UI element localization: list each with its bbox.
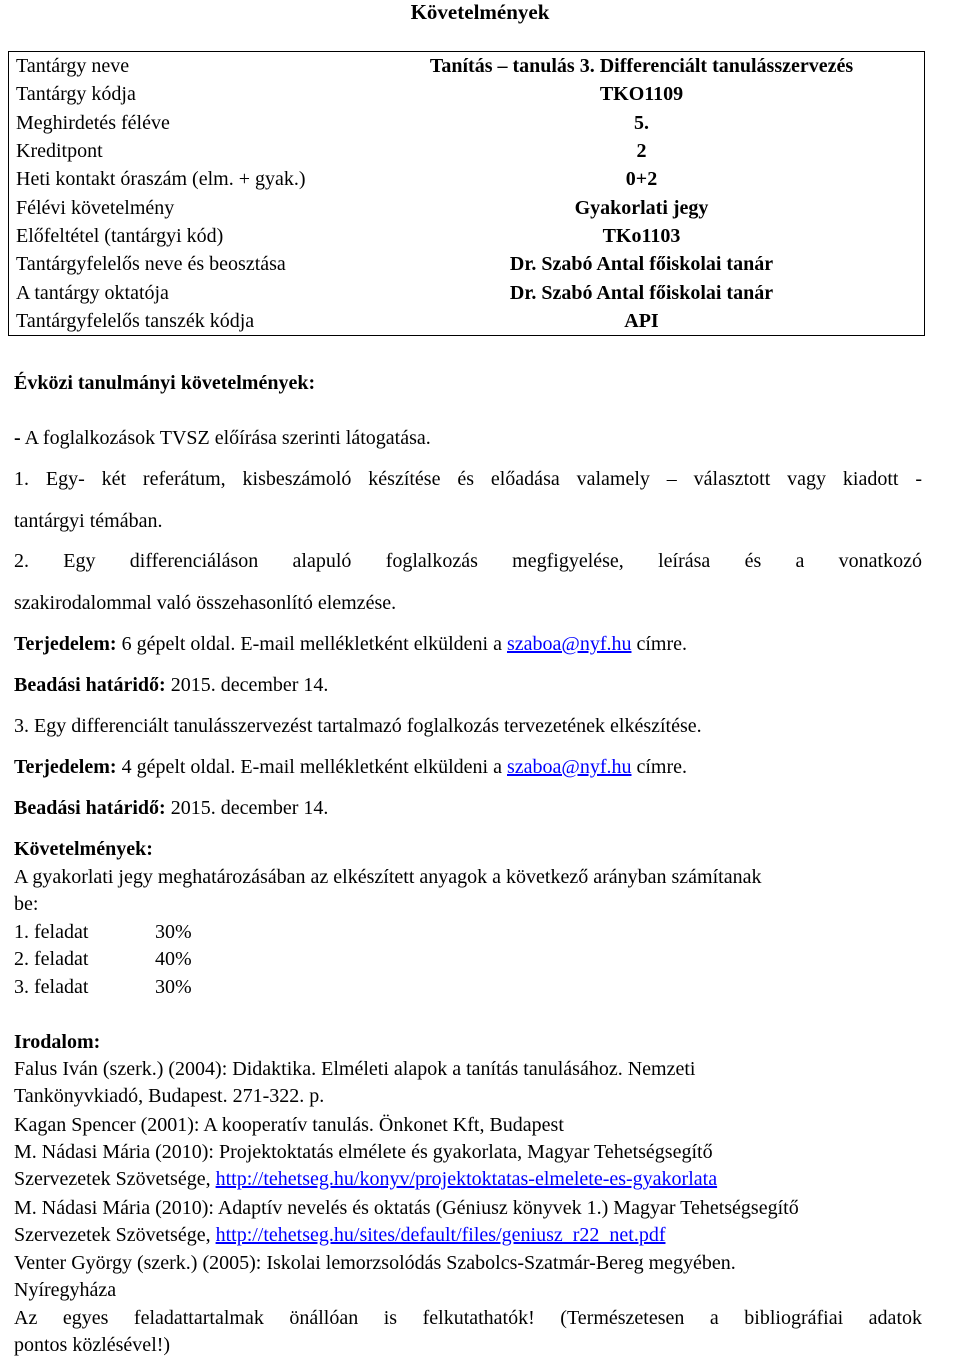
ref3-line2 (14, 1166, 717, 1192)
cimre-text: címre. (631, 633, 688, 655)
grade-task: 2. feladat (14, 948, 89, 970)
beadasi-date: 2015. december 14. (165, 797, 329, 819)
task3: 3. Egy differenciált tanulásszervezést tartalmazó foglalkozás tervezetének elkészítése. (14, 715, 702, 737)
ref1-line2: Tankönyvkiadó, Budapest. 271-322. p. (14, 1085, 325, 1107)
row-label: Meghirdetés féléve (16, 111, 170, 134)
task2-line2: szakirodalommal való összehasonlító elemzése. (14, 592, 397, 614)
table-row (9, 109, 925, 137)
task1-line2: tantárgyi témában. (14, 510, 163, 532)
row-value: 5. (634, 111, 649, 134)
row-value: 2 (636, 140, 647, 163)
ref3-prefix: Szervezetek Szövetsége, (14, 1168, 216, 1190)
row-label: A tantárgy oktatója (16, 281, 169, 304)
note-line1: Az egyes feladattartalmak önállóan is felkutathatók! (Természetesen a bibliográfiai adatok (14, 1307, 922, 1329)
email-link[interactable]: szaboa@nyf.hu (507, 756, 632, 778)
row-label: Tantárgyfelelős neve és beosztása (16, 253, 286, 276)
ref4-line1: M. Nádasi Mária (2010): Adaptív nevelés és oktatás (Géniusz könyvek 1.) Magyar Tehetségsegítő (14, 1197, 799, 1219)
ref4-prefix: Szervezetek Szövetsége, (14, 1224, 216, 1246)
task2-line1: 2. Egy differenciáláson alapuló foglalkozás megfigyelése, leírása és a vonatkozó (14, 550, 922, 572)
table-row (9, 307, 925, 336)
grade-item (14, 946, 192, 972)
grade-pct: 40% (155, 948, 192, 970)
grade-item (14, 974, 192, 1000)
grade-task: 1. feladat (14, 921, 89, 943)
grade-task: 3. feladat (14, 976, 89, 998)
attendance-text: A foglalkozások TVSZ előírása szerinti látogatása. (20, 427, 431, 449)
beadasi-date: 2015. december 14. (165, 674, 329, 696)
row-label: Tantárgy neve (16, 55, 130, 78)
row-value: API (624, 309, 659, 332)
row-label: Félévi követelmény (16, 196, 175, 219)
terjedelem-text: 4 gépelt oldal. E-mail mellékletként elküldeni a (116, 756, 507, 778)
ref5-line1: Venter György (szerk.) (2005): Iskolai lemorzsolódás Szabolcs-Szatmár-Bereg megyében. (14, 1252, 736, 1274)
row-label: Tantárgyfelelős tanszék kódja (16, 309, 255, 332)
ref4-link[interactable]: http://tehetseg.hu/sites/default/files/geniusz_r22_net.pdf (215, 1224, 666, 1246)
table-row (9, 278, 925, 306)
ref3-line1: M. Nádasi Mária (2010): Projektoktatás elmélete és gyakorlata, Magyar Tehetségsegítő (14, 1141, 713, 1163)
row-value: Gyakorlati jegy (574, 196, 709, 219)
task1-line1: 1. Egy- két referátum, kisbeszámoló készítése és előadása valamely – választott vagy kiadott - (14, 468, 922, 490)
grade-pct: 30% (155, 921, 192, 943)
table-row (9, 222, 925, 250)
beadasi-1 (14, 672, 328, 698)
kovetelmenyek-line1: A gyakorlati jegy meghatározásában az elkészített anyagok a következő arányban számítanak (14, 866, 762, 888)
table-row (9, 52, 925, 81)
note-line2: pontos közlésével!) (14, 1334, 171, 1356)
table-row (9, 165, 925, 193)
table-row (9, 250, 925, 278)
row-label: Kreditpont (16, 140, 103, 163)
dash: - (14, 427, 21, 449)
row-value: Tanítás – tanulás 3. Differenciált tanulásszervezés (429, 55, 854, 78)
terjedelem-label: Terjedelem: (14, 633, 117, 655)
cimre-text: címre. (631, 756, 688, 778)
kovetelmenyek-line2: be: (14, 893, 39, 915)
row-value: Dr. Szabó Antal főiskolai tanár (509, 253, 774, 276)
row-value: Dr. Szabó Antal főiskolai tanár (509, 281, 774, 304)
ref5-line2: Nyíregyháza (14, 1279, 117, 1301)
terjedelem-text: 6 gépelt oldal. E-mail mellékletként elküldeni a (116, 633, 507, 655)
terjedelem-label: Terjedelem: (14, 756, 117, 778)
ref4-line2 (14, 1222, 665, 1248)
attendance-requirement (14, 425, 431, 451)
table-row (9, 137, 925, 165)
course-info-table (8, 51, 925, 336)
grade-item (14, 919, 192, 945)
ref3-link[interactable]: http://tehetseg.hu/konyv/projektoktatas-elmelete-es-gyakorlata (215, 1168, 718, 1190)
terjedelem-2 (14, 754, 687, 780)
row-label: Előfeltétel (tantárgyi kód) (16, 224, 224, 247)
irodalom-heading: Irodalom: (14, 1031, 101, 1053)
grade-pct: 30% (155, 976, 192, 998)
row-value: TKO1109 (599, 83, 684, 106)
ref2: Kagan Spencer (2001): A kooperatív tanulás. Önkonet Kft, Budapest (14, 1114, 564, 1136)
beadasi-2 (14, 795, 328, 821)
ref1-line1: Falus Iván (szerk.) (2004): Didaktika. Elméleti alapok a tanítás tanulásához. Nemzeti (14, 1058, 696, 1080)
row-value: TKo1103 (602, 224, 681, 247)
beadasi-label: Beadási határidő: (14, 674, 166, 696)
beadasi-label: Beadási határidő: (14, 797, 166, 819)
row-label: Heti kontakt óraszám (elm. + gyak.) (16, 168, 306, 191)
terjedelem-1 (14, 631, 687, 657)
row-value: 0+2 (625, 168, 658, 191)
table-row (9, 193, 925, 221)
evkozi-heading: Évközi tanulmányi követelmények: (14, 372, 316, 394)
email-link[interactable]: szaboa@nyf.hu (507, 633, 632, 655)
table-row (9, 80, 925, 108)
row-label: Tantárgy kódja (16, 83, 136, 106)
page-title: Követelmények (410, 0, 550, 24)
kovetelmenyek-heading: Követelmények: (14, 838, 153, 860)
